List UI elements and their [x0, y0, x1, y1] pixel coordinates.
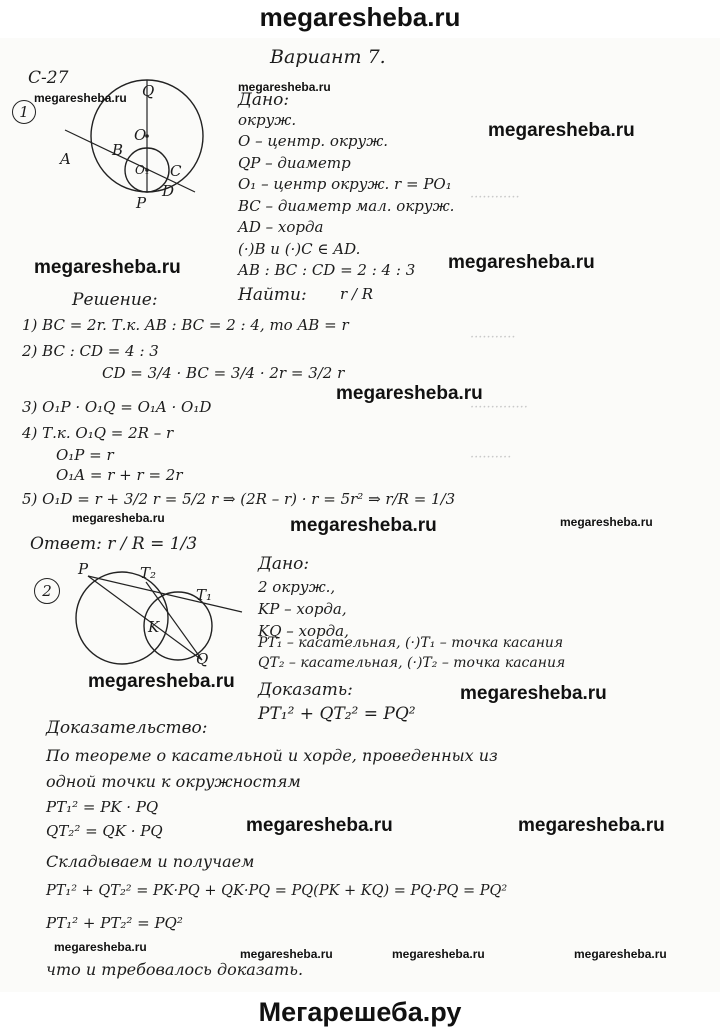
- label-p2: P: [78, 560, 89, 578]
- label-b: B: [112, 141, 124, 159]
- given-line: 2 окруж.,: [258, 578, 336, 596]
- proof-line: PT₁² = PK · PQ: [46, 798, 159, 816]
- given-title: Дано:: [238, 90, 290, 110]
- prove-expression: PT₁² + QT₂² = PQ²: [258, 704, 416, 724]
- label-o1: O₁: [135, 163, 150, 177]
- watermark: megaresheba.ru: [488, 120, 635, 141]
- given-line: QP – диаметр: [238, 154, 351, 172]
- watermark: megaresheba.ru: [518, 815, 665, 836]
- label-q2: Q: [196, 650, 209, 668]
- chord-pq: [88, 576, 202, 660]
- label-a: A: [60, 150, 71, 168]
- site-footer: Мегарешеба.ру: [0, 992, 720, 1033]
- solution-step: O₁P = r: [56, 446, 114, 464]
- proof-line: Складываем и получаем: [46, 852, 255, 871]
- watermark: megaresheba.ru: [34, 91, 127, 105]
- label-q: Q: [142, 82, 155, 100]
- bleed-through-text: ···········: [470, 330, 516, 345]
- bleed-through-text: ··············: [470, 400, 528, 415]
- label-d: D: [162, 182, 175, 200]
- watermark: megaresheba.ru: [238, 80, 331, 94]
- problem2-number: 2: [34, 578, 60, 604]
- watermark: megaresheba.ru: [574, 947, 667, 961]
- tangent-pt1: [88, 576, 242, 612]
- proof-line: QT₂² = QK · PQ: [46, 822, 163, 840]
- watermark: megaresheba.ru: [88, 671, 235, 692]
- label-k: K: [148, 618, 160, 636]
- watermark: megaresheba.ru: [34, 257, 181, 278]
- watermark: megaresheba.ru: [240, 947, 333, 961]
- given-line: окруж.: [238, 111, 297, 129]
- solution-step: 3) O₁P · O₁Q = O₁A · O₁D: [22, 398, 212, 416]
- given-line: AB : BC : CD = 2 : 4 : 3: [238, 261, 416, 279]
- task-code: С-27: [28, 68, 69, 88]
- label-o: O: [134, 126, 147, 144]
- watermark: megaresheba.ru: [448, 252, 595, 273]
- solution-step: O₁A = r + r = 2r: [56, 466, 183, 484]
- find-label: Найти:: [238, 285, 307, 305]
- given-line: KQ – хорда,: [258, 622, 349, 640]
- given-line: KP – хорда,: [258, 600, 347, 618]
- watermark: megaresheba.ru: [560, 515, 653, 529]
- label-p: P: [136, 194, 147, 212]
- given-line: QT₂ – касательная, (·)T₂ – точка касания: [258, 655, 566, 671]
- proof-line: что и требовалось доказать.: [46, 960, 304, 979]
- given-line: O – центр. окруж.: [238, 132, 389, 150]
- watermark: megaresheba.ru: [460, 683, 607, 704]
- given-line: BC – диаметр мал. окруж.: [238, 197, 455, 215]
- solution-step: 4) Т.к. O₁Q = 2R – r: [22, 424, 174, 442]
- solution-step: 2) BC : CD = 4 : 3: [22, 342, 159, 360]
- given-line: (·)B и (·)C ∈ AD.: [238, 240, 361, 258]
- given-title: Дано:: [258, 554, 310, 574]
- label-t2: T₂: [140, 564, 157, 582]
- watermark: megaresheba.ru: [392, 947, 485, 961]
- proof-line: PT₁² + QT₂² = PK·PQ + QK·PQ = PQ(PK + KQ) = PQ·PQ = PQ²: [46, 883, 508, 899]
- bleed-through-text: ··········: [470, 450, 512, 465]
- find-expression: r / R: [340, 285, 374, 303]
- given-line: AD – хорда: [238, 218, 324, 236]
- solution-step: 1) BC = 2r. Т.к. AB : BC = 2 : 4, то AB = r: [22, 316, 349, 334]
- solution-title: Решение:: [72, 290, 158, 310]
- label-c: C: [170, 162, 182, 180]
- proof-line: По теореме о касательной и хорде, проведенных из: [46, 746, 498, 765]
- solution-step: CD = 3/4 · BC = 3/4 · 2r = 3/2 r: [102, 364, 345, 382]
- prove-label: Доказать:: [258, 680, 353, 700]
- watermark: megaresheba.ru: [336, 383, 483, 404]
- chord-ad: [65, 126, 195, 192]
- site-header: megaresheba.ru: [0, 0, 720, 38]
- proof-line: PT₁² + PT₂² = PQ²: [46, 914, 183, 932]
- watermark: megaresheba.ru: [54, 940, 147, 954]
- bleed-through-text: ············: [470, 190, 520, 205]
- proof-title: Доказательство:: [46, 718, 208, 738]
- proof-line: одной точки к окружностям: [46, 772, 301, 791]
- variant-title: Вариант 7.: [270, 46, 386, 68]
- watermark: megaresheba.ru: [246, 815, 393, 836]
- given-line: O₁ – центр окруж. r = PO₁: [238, 175, 452, 193]
- label-t1: T₁: [196, 586, 213, 604]
- watermark: megaresheba.ru: [72, 511, 165, 525]
- given-line: PT₁ – касательная, (·)T₁ – точка касания: [258, 635, 564, 651]
- answer: Ответ: r / R = 1/3: [30, 534, 198, 554]
- solution-step: 5) O₁D = r + 3/2 r = 5/2 r ⇒ (2R – r) · r = 5r² ⇒ r/R = 1/3: [22, 490, 456, 508]
- watermark: megaresheba.ru: [290, 515, 437, 536]
- problem1-number: 1: [12, 100, 36, 124]
